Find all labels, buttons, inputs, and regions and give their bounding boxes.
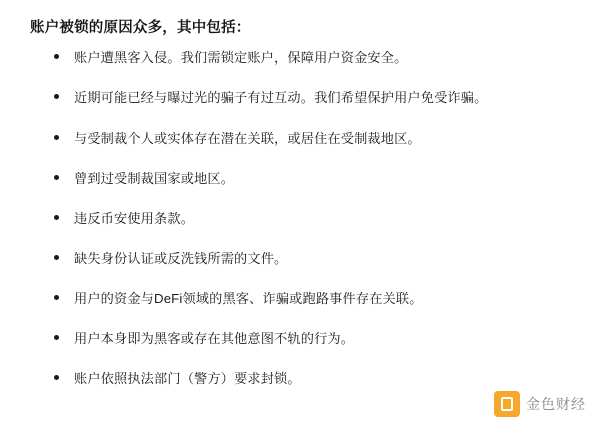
list-item-text: 近期可能已经与曝过光的骗子有过互动。我们希望保护用户免受诈骗。 bbox=[74, 90, 488, 106]
watermark bbox=[494, 391, 586, 417]
list-item-text: 用户的资金与DeFi领域的黑客、诈骗或跑路事件存在关联。 bbox=[74, 291, 423, 307]
list-item bbox=[52, 129, 574, 148]
list-item-text: 与受制裁个人或实体存在潜在关联，或居住在受制裁地区。 bbox=[74, 130, 421, 146]
list-item bbox=[52, 88, 574, 107]
list-item-text: 曾到过受制裁国家或地区。 bbox=[74, 170, 235, 186]
list-item-text: 账户依照执法部门（警方）要求封锁。 bbox=[74, 371, 301, 387]
bullet-icon bbox=[54, 295, 59, 300]
list-item bbox=[52, 169, 574, 188]
list-item-text: 用户本身即为黑客或存在其他意图不轨的行为。 bbox=[74, 331, 355, 347]
bullet-icon bbox=[54, 94, 59, 99]
intro-paragraph: 账户被锁的原因众多，其中包括： bbox=[30, 20, 251, 36]
list-item bbox=[52, 48, 574, 67]
reasons-list bbox=[30, 48, 574, 388]
list-item-text: 缺失身份认证或反洗钱所需的文件。 bbox=[74, 251, 288, 266]
list-item-text: 账户遭黑客入侵。我们需锁定账户，保障用户资金安全。 bbox=[74, 50, 408, 66]
list-item bbox=[52, 329, 574, 348]
list-item bbox=[52, 249, 574, 268]
bullet-icon bbox=[54, 175, 59, 180]
watermark-label: 金色财经 bbox=[526, 396, 586, 412]
logo-icon bbox=[494, 391, 520, 417]
bullet-icon bbox=[54, 215, 59, 220]
bullet-icon bbox=[54, 54, 59, 59]
list-item bbox=[52, 369, 574, 388]
list-item bbox=[52, 209, 574, 228]
list-item-text: 违反币安使用条款。 bbox=[74, 210, 195, 226]
bullet-icon bbox=[54, 255, 59, 260]
bullet-icon bbox=[54, 375, 59, 380]
list-item bbox=[52, 289, 574, 308]
bullet-icon bbox=[54, 135, 59, 140]
bullet-icon bbox=[54, 335, 59, 340]
